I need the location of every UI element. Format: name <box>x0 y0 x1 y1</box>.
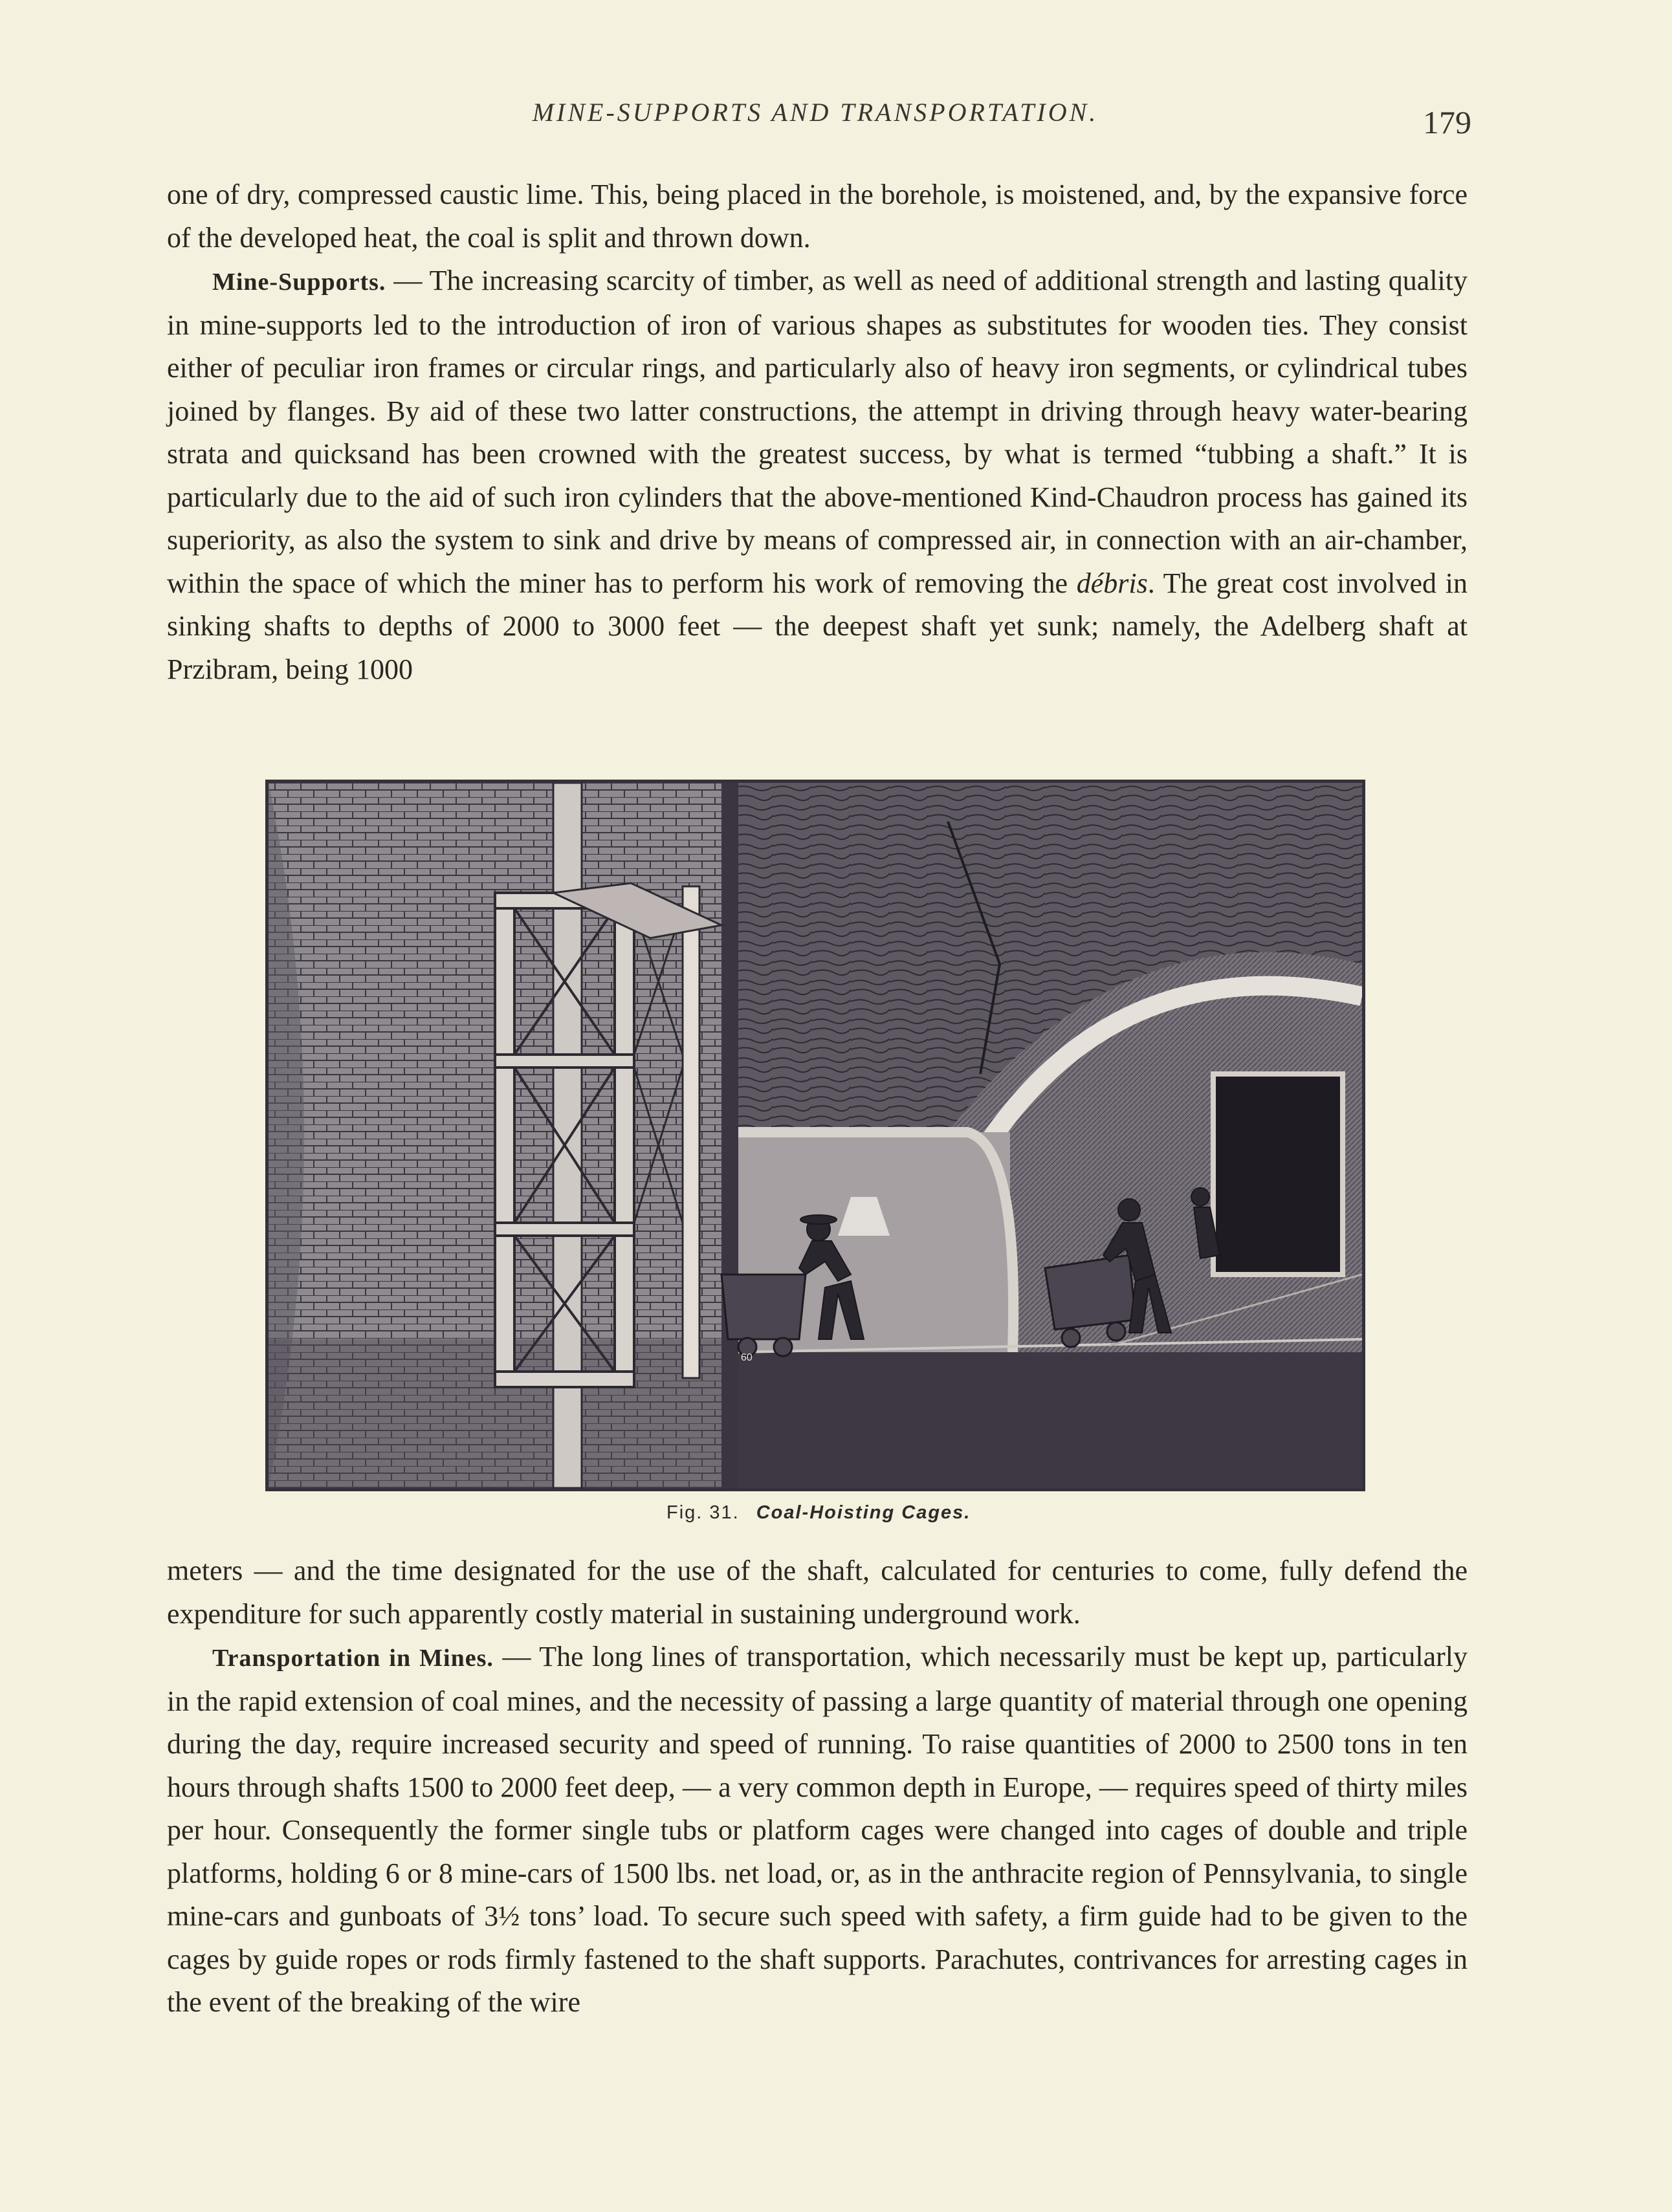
section-heading-transportation: Transportation in Mines. <box>212 1645 494 1672</box>
paragraph-transportation: Transportation in Mines. — The long lines of transportation, which necessarily must be kept up, particularly in the rapid extension of coal mines, and the necessity of passing a large quantity of material through one opening during the day, require increased security and speed of running. To raise quantities of 2000 to 2500 tons in ten hours through shafts 1500 to 2000 feet deep, — a very common depth in Europe, — requires speed of thirty miles per hour. Consequently the former single tubs or platform cages were changed into cages of double and triple platforms, holding 6 or 8 mine-cars of 1500 lbs. net load, or, as in the anthracite region of Pennsylvania, to single mine-cars and gunboats of 3½ tons’ load. To secure such speed with safety, a firm guide had to be given to the cages by guide ropes or rods firmly fastened to the shaft supports. Parachutes, contrivances for arresting cages in the event of the breaking of the wire <box>167 1641 1468 2018</box>
bottom-text-block <box>167 1549 1468 2024</box>
top-text-block <box>167 173 1468 691</box>
engraving-coal-hoisting-cages <box>265 780 1365 1491</box>
cart-number: 60 <box>741 1352 753 1363</box>
figure-label: Fig. 31. <box>666 1502 740 1523</box>
figure-caption <box>666 1502 971 1524</box>
italic-debris: débris <box>1076 567 1148 599</box>
figure-title: Coal-Hoisting Cages. <box>756 1502 971 1523</box>
running-head: MINE-SUPPORTS AND TRANSPORTATION. <box>532 98 1099 127</box>
paragraph-mine-supports: Mine-Supports. — The increasing scarcity of timber, as well as need of additional strength and lasting quality in mine-supports led to the introduction of iron of various shapes as substitutes for wooden ties. They consist either of peculiar iron frames or circular rings, and particularly also of heavy iron segments, or cylindrical tubes joined by flanges. By aid of these two latter constructions, the attempt in driving through heavy water-bearing strata and quicksand has been crowned with the greatest success, by what is termed “tubbing a shaft.” It is particularly due to the aid of such iron cylinders that the above-mentioned Kind-Chaudron process has gained its superiority, as also the system to sink and drive by means of compressed air, in connection with an air-chamber, within the space of which the miner has to perform his work of removing the débris. The great cost involved in sinking shafts to depths of 2000 to 3000 feet — the deepest shaft yet sunk; namely, the Adelberg shaft at Przibram, being 1000 <box>167 265 1468 685</box>
paragraph-meters: meters — and the time designated for the use of the shaft, calculated for centuries to come, fully defend the expenditure for such apparently costly material in sustaining underground work. <box>167 1555 1468 1630</box>
paragraph-lime: one of dry, compressed caustic lime. This, being placed in the borehole, is moistened, and, by the expansive force of the developed heat, the coal is split and thrown down. <box>167 179 1468 254</box>
page-number: 179 <box>1423 104 1471 140</box>
section-heading-mine-supports: Mine-Supports. <box>212 268 386 296</box>
